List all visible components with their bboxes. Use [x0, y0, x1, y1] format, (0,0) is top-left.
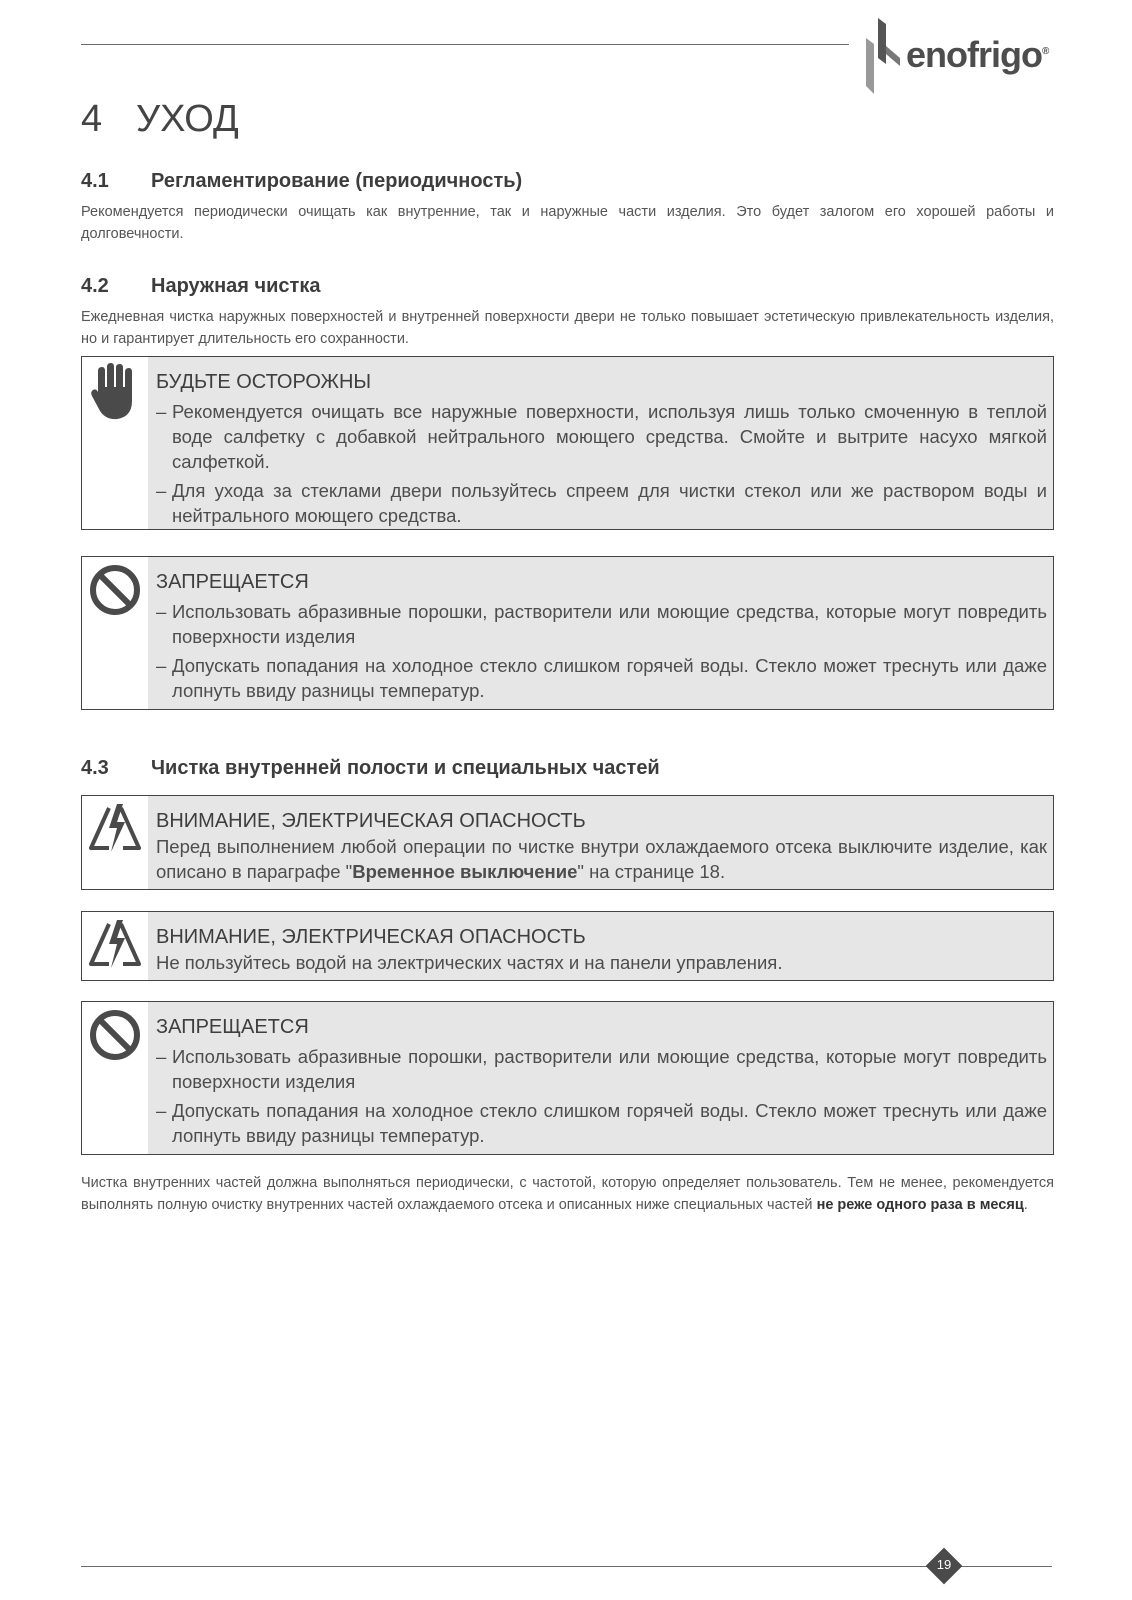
section-4-3-heading: 4.3 Чистка внутренней полости и специальных частей — [81, 757, 660, 779]
prohibited-item: – Использовать абразивные порошки, растворители или моющие средства, которые могут повредить поверхности изделия — [156, 1046, 1047, 1092]
prohibited-item: – Использовать абразивные порошки, растворители или моющие средства, которые могут повредить поверхности изделия — [156, 601, 1047, 647]
header-rule — [81, 44, 849, 45]
caution-box — [81, 356, 1054, 530]
electric-hazard-title: ВНИМАНИЕ, ЭЛЕКТРИЧЕСКАЯ ОПАСНОСТЬ — [156, 810, 586, 832]
electric-hazard-text: Перед выполнением любой операции по чистке внутри охлаждаемого отсека выключите изделие, как описано в параграфе "Временное выключение" на странице 18. — [156, 836, 1047, 882]
caution-title: БУДЬТЕ ОСТОРОЖНЫ — [156, 371, 372, 393]
section-4-2-text: Ежедневная чистка наружных поверхностей и внутренней поверхности двери не только повышает эстетическую привлекательность изделия, но и гарантирует длительность его сохранности. — [81, 309, 1054, 347]
prohibited-icon — [82, 557, 148, 709]
electric-hazard-box — [81, 911, 1054, 981]
page-number-badge — [926, 1548, 962, 1584]
section-4-1-text: Рекомендуется периодически очищать как внутренние, так и наружные части изделия. Это будет залогом его хорошей работы и долговечности. — [81, 204, 1054, 242]
brand-logo — [864, 16, 1064, 96]
prohibited-title: ЗАПРЕЩАЕТСЯ — [156, 571, 309, 593]
maintenance-frequency-text: Чистка внутренних частей должна выполняться периодически, с частотой, которую определяет пользователь. Тем не менее, рекомендуется выполнять полную очистку внутренних частей охлаждаемого отсека и описанных ниже специальных частей не реже одного раза в месяц. — [81, 1175, 1054, 1213]
caution-item: – Для ухода за стеклами двери пользуйтесь спреем для чистки стекол или же раствором воды и нейтрального моющего средства. — [156, 480, 1047, 526]
chapter-title: УХОД — [136, 98, 239, 140]
footer-rule — [81, 1566, 1052, 1567]
logo-mark-icon — [864, 16, 904, 96]
prohibited-item: – Допускать попадания на холодное стекло слишком горячей воды. Стекло может треснуть или даже лопнуть ввиду разницы температур. — [156, 1100, 1047, 1146]
electric-hazard-box — [81, 795, 1054, 890]
logo-wordmark: enofrigo® — [906, 34, 1049, 75]
electric-hazard-text: Не пользуйтесь водой на электрических частях и на панели управления. — [156, 952, 783, 973]
chapter-number: 4 — [81, 98, 103, 140]
chapter-heading — [81, 98, 239, 141]
section-4-1-heading: 4.1 Регламентирование (периодичность) — [81, 170, 523, 192]
prohibited-box — [81, 556, 1054, 710]
stop-hand-icon — [82, 357, 148, 529]
electric-hazard-icon — [82, 796, 148, 889]
section-4-2-heading: 4.2 Наружная чистка — [81, 275, 321, 297]
prohibited-icon — [82, 1002, 148, 1154]
prohibited-item: – Допускать попадания на холодное стекло слишком горячей воды. Стекло может треснуть или даже лопнуть ввиду разницы температур. — [156, 655, 1047, 701]
electric-hazard-title: ВНИМАНИЕ, ЭЛЕКТРИЧЕСКАЯ ОПАСНОСТЬ — [156, 926, 586, 948]
prohibited-box — [81, 1001, 1054, 1155]
caution-item: – Рекомендуется очищать все наружные поверхности, используя лишь только смоченную в теплой воде салфетку с добавкой нейтрального моющего средства. Смойте и вытрите насухо мягкой салфеткой. — [156, 401, 1047, 472]
page-number: 19 — [936, 1557, 952, 1572]
prohibited-title: ЗАПРЕЩАЕТСЯ — [156, 1016, 309, 1038]
electric-hazard-icon — [82, 912, 148, 980]
